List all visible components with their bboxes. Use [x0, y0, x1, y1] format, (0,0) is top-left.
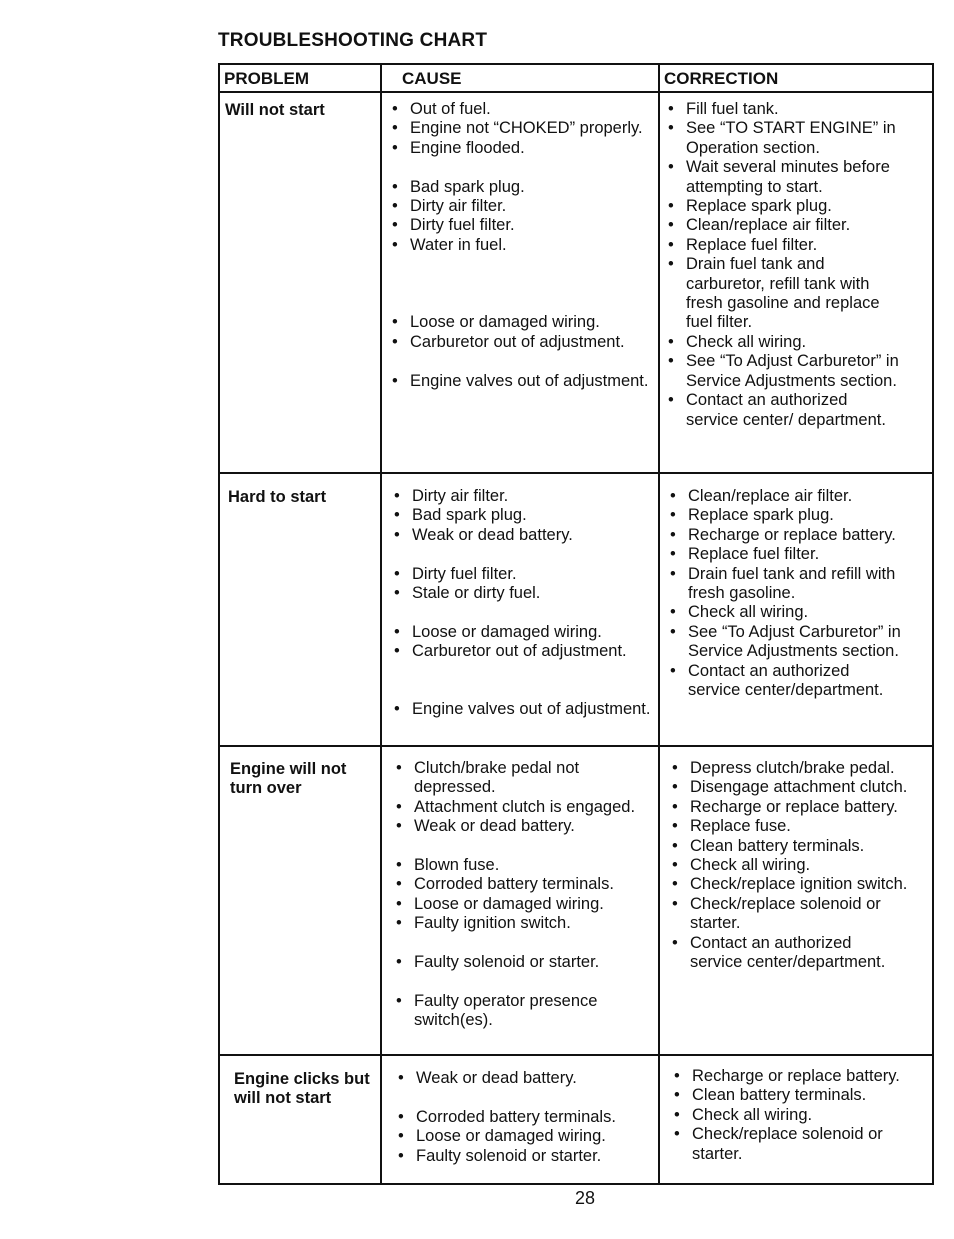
list-item: • Bad spark plug. — [390, 506, 656, 525]
causes-engine-will-not-turn-over — [392, 759, 656, 1031]
corrections-will-not-start — [664, 100, 900, 430]
list-item: • Recharge or replace battery. — [668, 798, 908, 817]
list-item: • Water in fuel. — [388, 236, 656, 255]
list-item: • Faulty solenoid or starter. — [394, 1147, 656, 1166]
list-item: • Engine flooded. — [388, 139, 656, 158]
problem-label: Hard to start — [228, 488, 327, 506]
corrections-engine-will-not-turn-over — [668, 759, 908, 972]
list-item: • Dirty fuel filter. — [388, 216, 656, 235]
list-item: • Corroded battery terminals. — [392, 875, 656, 894]
corrections-engine-clicks — [670, 1067, 910, 1164]
list-item: • Clean/replace air filter. — [666, 487, 906, 506]
header-problem: PROBLEM — [224, 69, 309, 88]
list-item: • Check all wiring. — [670, 1106, 910, 1125]
list-item: • Loose or damaged wiring. — [390, 623, 656, 642]
list-item: • Recharge or replace battery. — [670, 1067, 910, 1086]
list-item: • Contact an authorized service center/department. — [668, 934, 908, 973]
list-item: • Clean battery terminals. — [670, 1086, 910, 1105]
list-item: • Depress clutch/brake pedal. — [668, 759, 908, 778]
troubleshooting-table — [218, 63, 934, 1185]
list-item: • See “TO START ENGINE” in Operation section. — [664, 119, 900, 158]
list-item: • Replace fuse. — [668, 817, 908, 836]
list-item: • Check/replace solenoid or starter. — [668, 895, 908, 934]
list-item: • Carburetor out of adjustment. — [388, 333, 656, 352]
list-item: • Clean/replace air filter. — [664, 216, 900, 235]
list-item: • Loose or damaged wiring. — [392, 895, 656, 914]
list-item: • Dirty fuel filter. — [390, 565, 656, 584]
page-title: TROUBLESHOOTING CHART — [218, 30, 488, 51]
list-item: • Blown fuse. — [392, 856, 656, 875]
list-item: • Weak or dead battery. — [394, 1069, 656, 1088]
list-item: • Engine valves out of adjustment. — [390, 700, 656, 719]
list-item: • Loose or damaged wiring. — [394, 1127, 656, 1146]
list-item: • Out of fuel. — [388, 100, 656, 119]
list-item: • Loose or damaged wiring. — [388, 313, 656, 332]
causes-engine-clicks — [394, 1069, 656, 1166]
causes-will-not-start — [388, 100, 656, 391]
list-item: • Carburetor out of adjustment. — [390, 642, 656, 661]
column-divider-1 — [380, 65, 382, 1183]
problem-engine-clicks — [234, 1070, 370, 1109]
problem-engine-will-not-turn-over — [230, 760, 346, 799]
table-header — [220, 65, 932, 93]
problem-will-not-start — [225, 101, 325, 120]
row-divider-3 — [220, 1054, 932, 1056]
list-item: • Check all wiring. — [664, 333, 900, 352]
list-item: • Replace spark plug. — [664, 197, 900, 216]
list-item: • Faulty operator presence switch(es). — [392, 992, 656, 1031]
list-item: • Engine valves out of adjustment. — [388, 372, 656, 391]
list-item: • Dirty air filter. — [388, 197, 656, 216]
list-item: • Corroded battery terminals. — [394, 1108, 656, 1127]
row-divider-2 — [220, 745, 932, 747]
list-item: • Contact an authorized service center/ department. — [664, 391, 900, 430]
list-item: • Replace fuel filter. — [664, 236, 900, 255]
list-item: • Check all wiring. — [668, 856, 908, 875]
list-item: • Check/replace solenoid or starter. — [670, 1125, 910, 1164]
list-item: • Bad spark plug. — [388, 178, 656, 197]
list-item: • Stale or dirty fuel. — [390, 584, 656, 603]
causes-hard-to-start — [390, 487, 656, 720]
list-item: • Disengage attachment clutch. — [668, 778, 908, 797]
list-item: • Wait several minutes before attempting to start. — [664, 158, 900, 197]
corrections-hard-to-start — [666, 487, 906, 700]
list-item: • Faulty solenoid or starter. — [392, 953, 656, 972]
list-item: • See “To Adjust Carburetor” in Service Adjustments section. — [664, 352, 900, 391]
row-divider-1 — [220, 472, 932, 474]
list-item: • Weak or dead battery. — [390, 526, 656, 545]
problem-label-line: Engine clicks but — [234, 1070, 370, 1088]
list-item: • Contact an authorized service center/department. — [666, 662, 906, 701]
list-item: • See “To Adjust Carburetor” in Service Adjustments section. — [666, 623, 906, 662]
list-item: • Drain fuel tank and refill with fresh gasoline. — [666, 565, 906, 604]
list-item: • Fill fuel tank. — [664, 100, 900, 119]
page-number: 28 — [574, 1188, 596, 1208]
list-item: • Dirty air filter. — [390, 487, 656, 506]
problem-label-line: turn over — [230, 779, 302, 798]
header-cause: CAUSE — [402, 69, 462, 88]
list-item: • Clean battery terminals. — [668, 837, 908, 856]
list-item: • Check/replace ignition switch. — [668, 875, 908, 894]
list-item: • Replace spark plug. — [666, 506, 906, 525]
list-item: • Attachment clutch is engaged. — [392, 798, 656, 817]
list-item: • Engine not “CHOKED” properly. — [388, 119, 656, 138]
column-divider-2 — [658, 65, 660, 1183]
list-item: • Weak or dead battery. — [392, 817, 656, 836]
problem-label-line: will not start — [234, 1089, 332, 1108]
list-item: • Clutch/brake pedal not depressed. — [392, 759, 656, 798]
problem-hard-to-start — [228, 488, 326, 507]
list-item: • Check all wiring. — [666, 603, 906, 622]
list-item: • Drain fuel tank and carburetor, refill tank with fresh gasoline and replace fuel filter. — [664, 255, 900, 333]
list-item: • Recharge or replace battery. — [666, 526, 906, 545]
header-correction: CORRECTION — [664, 69, 779, 88]
problem-label: Will not start — [225, 101, 325, 119]
list-item: • Replace fuel filter. — [666, 545, 906, 564]
list-item: • Faulty ignition switch. — [392, 914, 656, 933]
problem-label-line: Engine will not — [230, 760, 347, 778]
